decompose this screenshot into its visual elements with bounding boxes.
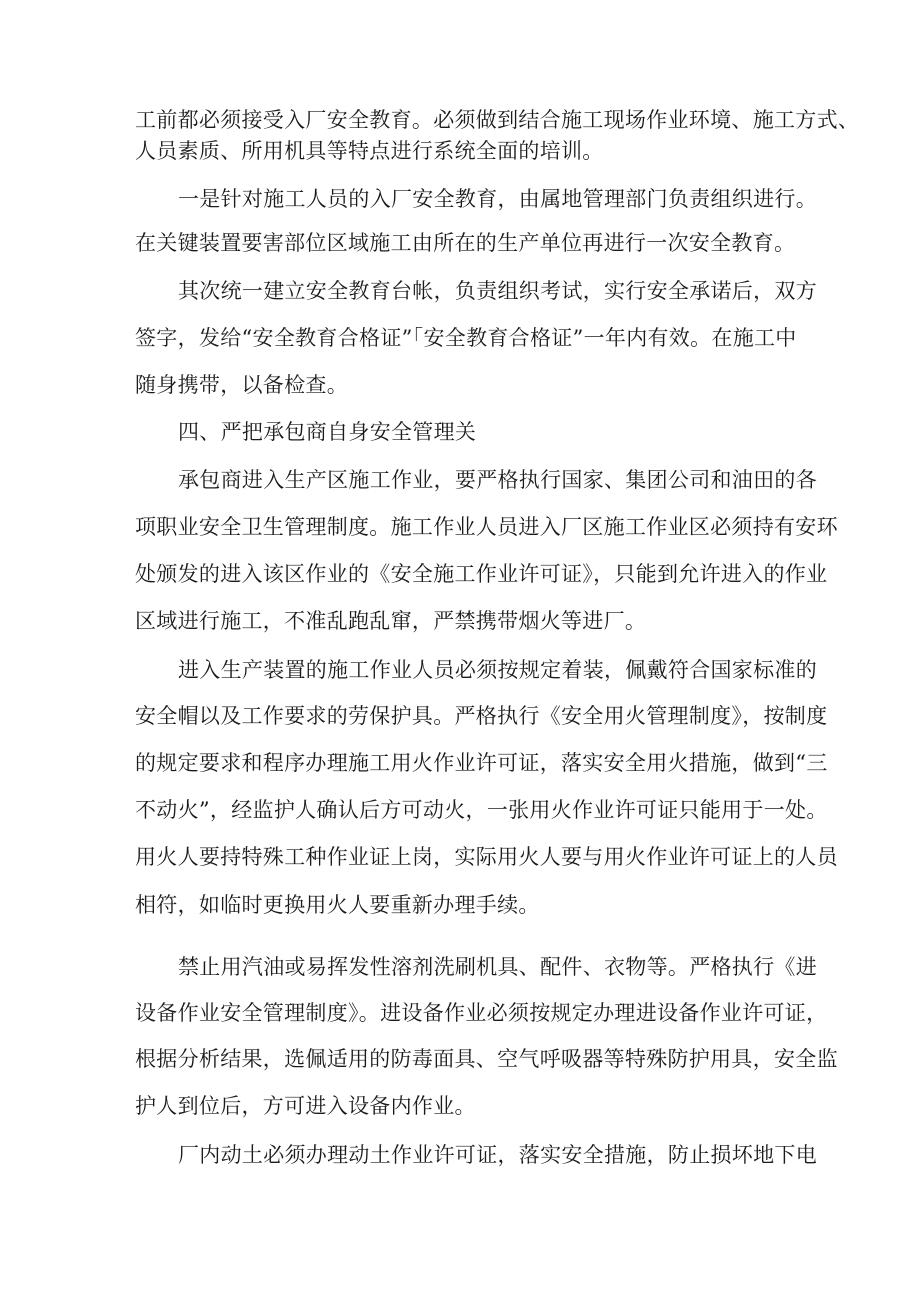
text-line: 护人到位后，方可进入设备内作业。 — [135, 1094, 476, 1118]
text-line: 承包商进入生产区施工作业，要严格执行国家、集团公司和油田的各 — [178, 468, 817, 492]
text-line: 设备作业安全管理制度》。进设备作业必须按规定办理进设备作业许可证， — [135, 1001, 828, 1025]
text-line: 厂内动土必须办理动土作业许可证，落实安全措施，防止损坏地下电 — [178, 1143, 817, 1167]
text-line: 在关键装置要害部位区域施工由所在的生产单位再进行一次安全教育。 — [135, 231, 796, 255]
text-line: 安全帽以及工作要求的劳保护具。严格执行《安全用火管理制度》，按制度 — [135, 704, 828, 728]
text-line: 项职业安全卫生管理制度。施工作业人员进入厂区施工作业区必须持有安环 — [135, 515, 838, 539]
text-line: 其次统一建立安全教育台帐，负责组织考试，实行安全承诺后，双方 — [178, 279, 817, 303]
text-line: 相符，如临时更换用火人要重新办理手续。 — [135, 893, 540, 917]
text-line: 工前都必须接受入厂安全教育。必须做到结合施工现场作业环境、施工方式、 — [135, 108, 860, 132]
text-line: 处颁发的进入该区作业的《安全施工作业许可证》，只能到允许进入的作业 — [135, 562, 828, 586]
text-line: 签字，发给“安全教育合格证”「安全教育合格证”一年内有效。在施工中 — [135, 326, 797, 350]
text-line: 根据分析结果，选佩适用的防毒面具、空气呼吸器等特殊防护用具，安全监 — [135, 1047, 838, 1071]
text-line: 人员素质、所用机具等特点进行系统全面的培训。 — [135, 139, 604, 163]
section-heading: 四、严把承包商自身安全管理关 — [178, 420, 477, 444]
text-line: 禁止用汽油或易挥发性溶剂洗刷机具、配件、衣物等。严格执行《进 — [178, 955, 817, 979]
text-line: 用火人要持特殊工种作业证上岗，实际用火人要与用火作业许可证上的人员 — [135, 845, 838, 869]
text-line: 不动火”，经监护人确认后方可动火，一张用火作业许可证只能用于一处。 — [135, 798, 828, 822]
text-line: 随身携带，以备检查。 — [135, 373, 348, 397]
text-line: 一是针对施工人员的入厂安全教育，由属地管理部门负责组织进行。 — [178, 187, 817, 211]
text-line: 的规定要求和程序办理施工用火作业许可证，落实安全用火措施，做到“三 — [135, 751, 828, 775]
text-line: 区域进行施工，不准乱跑乱窜，严禁携带烟火等进厂。 — [135, 609, 647, 633]
text-line: 进入生产装置的施工作业人员必须按规定着装，佩戴符合国家标准的 — [178, 658, 817, 682]
